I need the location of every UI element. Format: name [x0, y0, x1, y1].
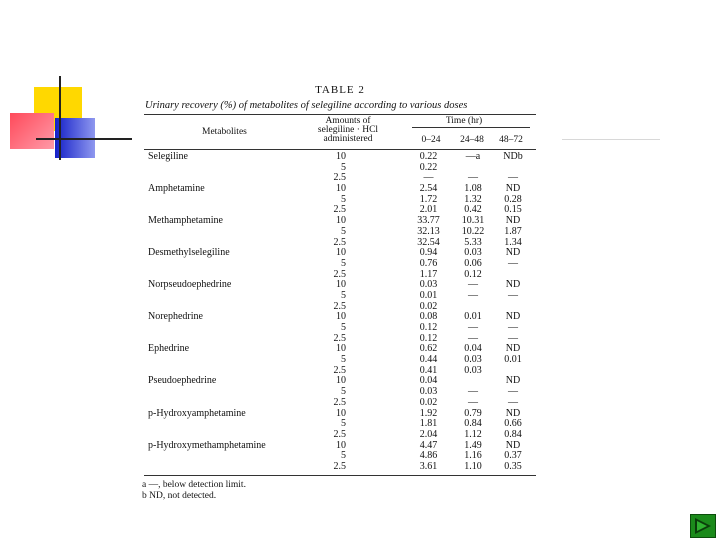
recovery-48-72: —	[508, 322, 518, 333]
recovery-0-24: 1.81	[419, 418, 438, 430]
header-amounts-line3: administered	[323, 134, 373, 144]
recovery-24-48: —	[468, 289, 478, 301]
header-col-24-48: 24–48	[460, 135, 484, 145]
dose-cell: 5	[341, 225, 346, 237]
table-row	[140, 462, 540, 473]
decor-pink-square	[10, 113, 54, 149]
recovery-0-24: —	[423, 172, 434, 184]
dose-cell: 2.5	[333, 236, 346, 248]
recovery-24-48: 1.08	[464, 183, 482, 195]
recovery-0-24: 0.03	[419, 386, 438, 398]
dose-cell: 2.5	[333, 172, 346, 184]
recovery-24-48: —	[468, 386, 478, 398]
recovery-24-48: —	[468, 322, 478, 333]
recovery-24-48: 0.79	[464, 407, 482, 419]
dose-cell: 10	[336, 247, 346, 259]
recovery-0-24: 0.03	[419, 279, 438, 291]
recovery-24-48: 1.10	[464, 460, 482, 472]
recovery-0-24: 32.54	[417, 236, 440, 248]
recovery-24-48: 0.03	[464, 364, 482, 376]
recovery-24-48: —	[468, 396, 478, 408]
recovery-48-72: NDb	[503, 151, 523, 162]
recovery-24-48: 5.33	[464, 236, 482, 248]
dose-cell: 2.5	[333, 396, 346, 408]
recovery-48-72: ND	[505, 375, 521, 387]
dose-cell: 2.5	[333, 460, 346, 472]
footnote-b: b ND, not detected.	[142, 490, 217, 501]
dose-cell: 2.5	[333, 300, 346, 312]
recovery-0-24: 0.94	[419, 247, 438, 259]
header-amounts-line2: selegiline · HCl	[317, 125, 379, 135]
recovery-0-24: 0.01	[419, 289, 438, 301]
header-amounts-line1: Amounts of	[325, 116, 371, 126]
recovery-0-24: 4.86	[419, 450, 438, 462]
recovery-0-24: 0.44	[419, 354, 438, 366]
dose-cell: 2.5	[333, 364, 346, 376]
header-col-0-24: 0–24	[421, 135, 441, 145]
metabolite-name: Selegiline	[148, 151, 188, 162]
table-header	[140, 115, 540, 149]
recovery-0-24: 2.01	[419, 204, 438, 216]
recovery-48-72: ND	[505, 183, 521, 195]
recovery-48-72: 0.15	[504, 204, 522, 216]
recovery-0-24: 0.12	[419, 322, 438, 333]
dose-cell: 5	[341, 257, 346, 269]
table-row	[140, 280, 540, 291]
metabolite-name: p-Hydroxyamphetamine	[148, 407, 246, 419]
dose-cell: 10	[336, 151, 346, 162]
recovery-24-48: 0.04	[464, 343, 482, 355]
recovery-48-72: ND	[505, 215, 521, 227]
recovery-0-24: 0.02	[419, 396, 438, 408]
dose-cell: 2.5	[333, 204, 346, 216]
recovery-48-72: ND	[505, 311, 521, 323]
recovery-48-72: 0.35	[504, 460, 522, 472]
recovery-24-48: 1.12	[464, 428, 482, 440]
header-time: Time (hr)	[445, 116, 483, 126]
recovery-48-72: 0.01	[504, 354, 522, 366]
recovery-24-48: —	[468, 172, 478, 184]
recovery-24-48: 0.03	[464, 354, 482, 366]
recovery-48-72: —	[508, 172, 518, 184]
table-row	[140, 430, 540, 441]
dose-cell: 10	[336, 279, 346, 291]
recovery-48-72: ND	[505, 439, 521, 451]
recovery-24-48: 0.01	[464, 311, 482, 323]
recovery-48-72: —	[508, 396, 518, 408]
table-row	[140, 152, 540, 163]
next-slide-button[interactable]	[690, 514, 716, 538]
metabolite-name: Ephedrine	[148, 343, 190, 355]
recovery-0-24: 0.12	[419, 332, 438, 344]
recovery-48-72: 0.66	[504, 418, 522, 430]
table-document	[140, 84, 540, 502]
recovery-24-48: 0.03	[464, 247, 482, 259]
dose-cell: 10	[336, 375, 346, 387]
table-row	[140, 398, 540, 409]
decor-faint-line	[562, 139, 660, 140]
recovery-0-24: 1.17	[419, 268, 438, 280]
dose-cell: 5	[341, 450, 346, 462]
table-row	[140, 376, 540, 387]
dose-cell: 10	[336, 407, 346, 419]
dose-cell: 10	[336, 215, 346, 227]
dose-cell: 5	[341, 386, 346, 398]
dose-cell: 5	[341, 418, 346, 430]
recovery-0-24: 0.04	[419, 375, 438, 387]
table-caption: Urinary recovery (%) of metabolites of selegiline according to various doses	[145, 100, 468, 111]
recovery-0-24: 3.61	[419, 460, 438, 472]
recovery-48-72: ND	[505, 247, 521, 259]
recovery-0-24: 2.54	[419, 183, 438, 195]
recovery-48-72: —	[508, 386, 518, 398]
recovery-0-24: 0.02	[419, 300, 438, 312]
recovery-24-48: —a	[465, 151, 481, 162]
recovery-24-48: 10.31	[461, 215, 485, 227]
dose-cell: 10	[336, 183, 346, 195]
dose-cell: 10	[336, 311, 346, 323]
table-row	[140, 312, 540, 323]
recovery-0-24: 1.72	[419, 193, 438, 205]
recovery-48-72: —	[508, 289, 518, 301]
recovery-48-72: 0.37	[504, 450, 522, 462]
recovery-0-24: 0.62	[419, 343, 438, 355]
table-row	[140, 259, 540, 270]
recovery-0-24: 0.08	[419, 311, 438, 323]
dose-cell: 10	[336, 439, 346, 451]
dose-cell: 2.5	[333, 428, 346, 440]
dose-cell: 2.5	[333, 268, 346, 280]
dose-cell: 5	[341, 322, 346, 333]
dose-cell: 5	[341, 289, 346, 301]
dose-cell: 5	[341, 193, 346, 205]
recovery-24-48: 10.22	[461, 225, 485, 237]
recovery-48-72: ND	[505, 407, 521, 419]
dose-cell: 2.5	[333, 332, 346, 344]
table-row	[140, 227, 540, 238]
recovery-0-24: 2.04	[419, 428, 438, 440]
recovery-48-72: 0.28	[504, 193, 522, 205]
recovery-48-72: —	[508, 332, 518, 344]
metabolite-name: Pseudoephedrine	[148, 375, 217, 387]
recovery-48-72: 1.34	[504, 236, 522, 248]
recovery-48-72: 0.84	[504, 428, 522, 440]
dose-cell: 5	[341, 354, 346, 366]
play-triangle-icon	[691, 515, 715, 537]
table-body	[140, 152, 540, 473]
recovery-0-24: 0.22	[419, 151, 438, 162]
metabolite-name: Norpseudoephedrine	[148, 279, 232, 291]
decor-vertical-line	[59, 76, 61, 160]
metabolite-name: Norephedrine	[148, 311, 203, 323]
metabolite-name: Amphetamine	[148, 183, 205, 195]
header-rule	[144, 149, 536, 150]
recovery-24-48: 0.06	[464, 257, 482, 269]
header-amounts	[308, 117, 388, 144]
metabolite-name: p-Hydroxymethamphetamine	[148, 439, 266, 451]
recovery-24-48: 0.12	[464, 268, 482, 280]
recovery-0-24: 0.41	[419, 364, 438, 376]
recovery-24-48: 1.32	[464, 193, 482, 205]
header-col-48-72: 48–72	[499, 135, 523, 145]
recovery-0-24: 0.76	[419, 257, 438, 269]
table-title: TABLE 2	[315, 84, 365, 96]
recovery-48-72: —	[508, 257, 518, 269]
recovery-0-24: 1.92	[419, 407, 438, 419]
recovery-48-72: ND	[505, 279, 521, 291]
header-time-rule	[412, 127, 530, 128]
header-metabolites: Metabolites	[202, 127, 247, 137]
recovery-48-72: 1.87	[504, 225, 522, 237]
recovery-24-48: 0.42	[464, 204, 482, 216]
recovery-0-24: 4.47	[419, 439, 438, 451]
recovery-24-48: 1.49	[464, 439, 482, 451]
recovery-24-48: —	[468, 332, 478, 344]
decor-horizontal-line	[36, 138, 132, 140]
metabolite-name: Methamphetamine	[148, 215, 223, 227]
recovery-0-24: 32.13	[417, 225, 440, 237]
dose-cell: 10	[336, 343, 346, 355]
recovery-48-72: ND	[505, 343, 521, 355]
recovery-0-24: 0.22	[419, 161, 438, 173]
footnotes	[140, 480, 540, 502]
metabolite-name: Desmethylselegiline	[148, 247, 230, 259]
recovery-24-48: 1.16	[464, 450, 482, 462]
dose-cell: 5	[341, 161, 346, 173]
bottom-rule	[144, 475, 536, 476]
recovery-0-24: 33.77	[417, 215, 440, 227]
footnote-a: a —, below detection limit.	[142, 479, 246, 490]
recovery-24-48: —	[468, 279, 478, 291]
recovery-24-48: 0.84	[464, 418, 482, 430]
